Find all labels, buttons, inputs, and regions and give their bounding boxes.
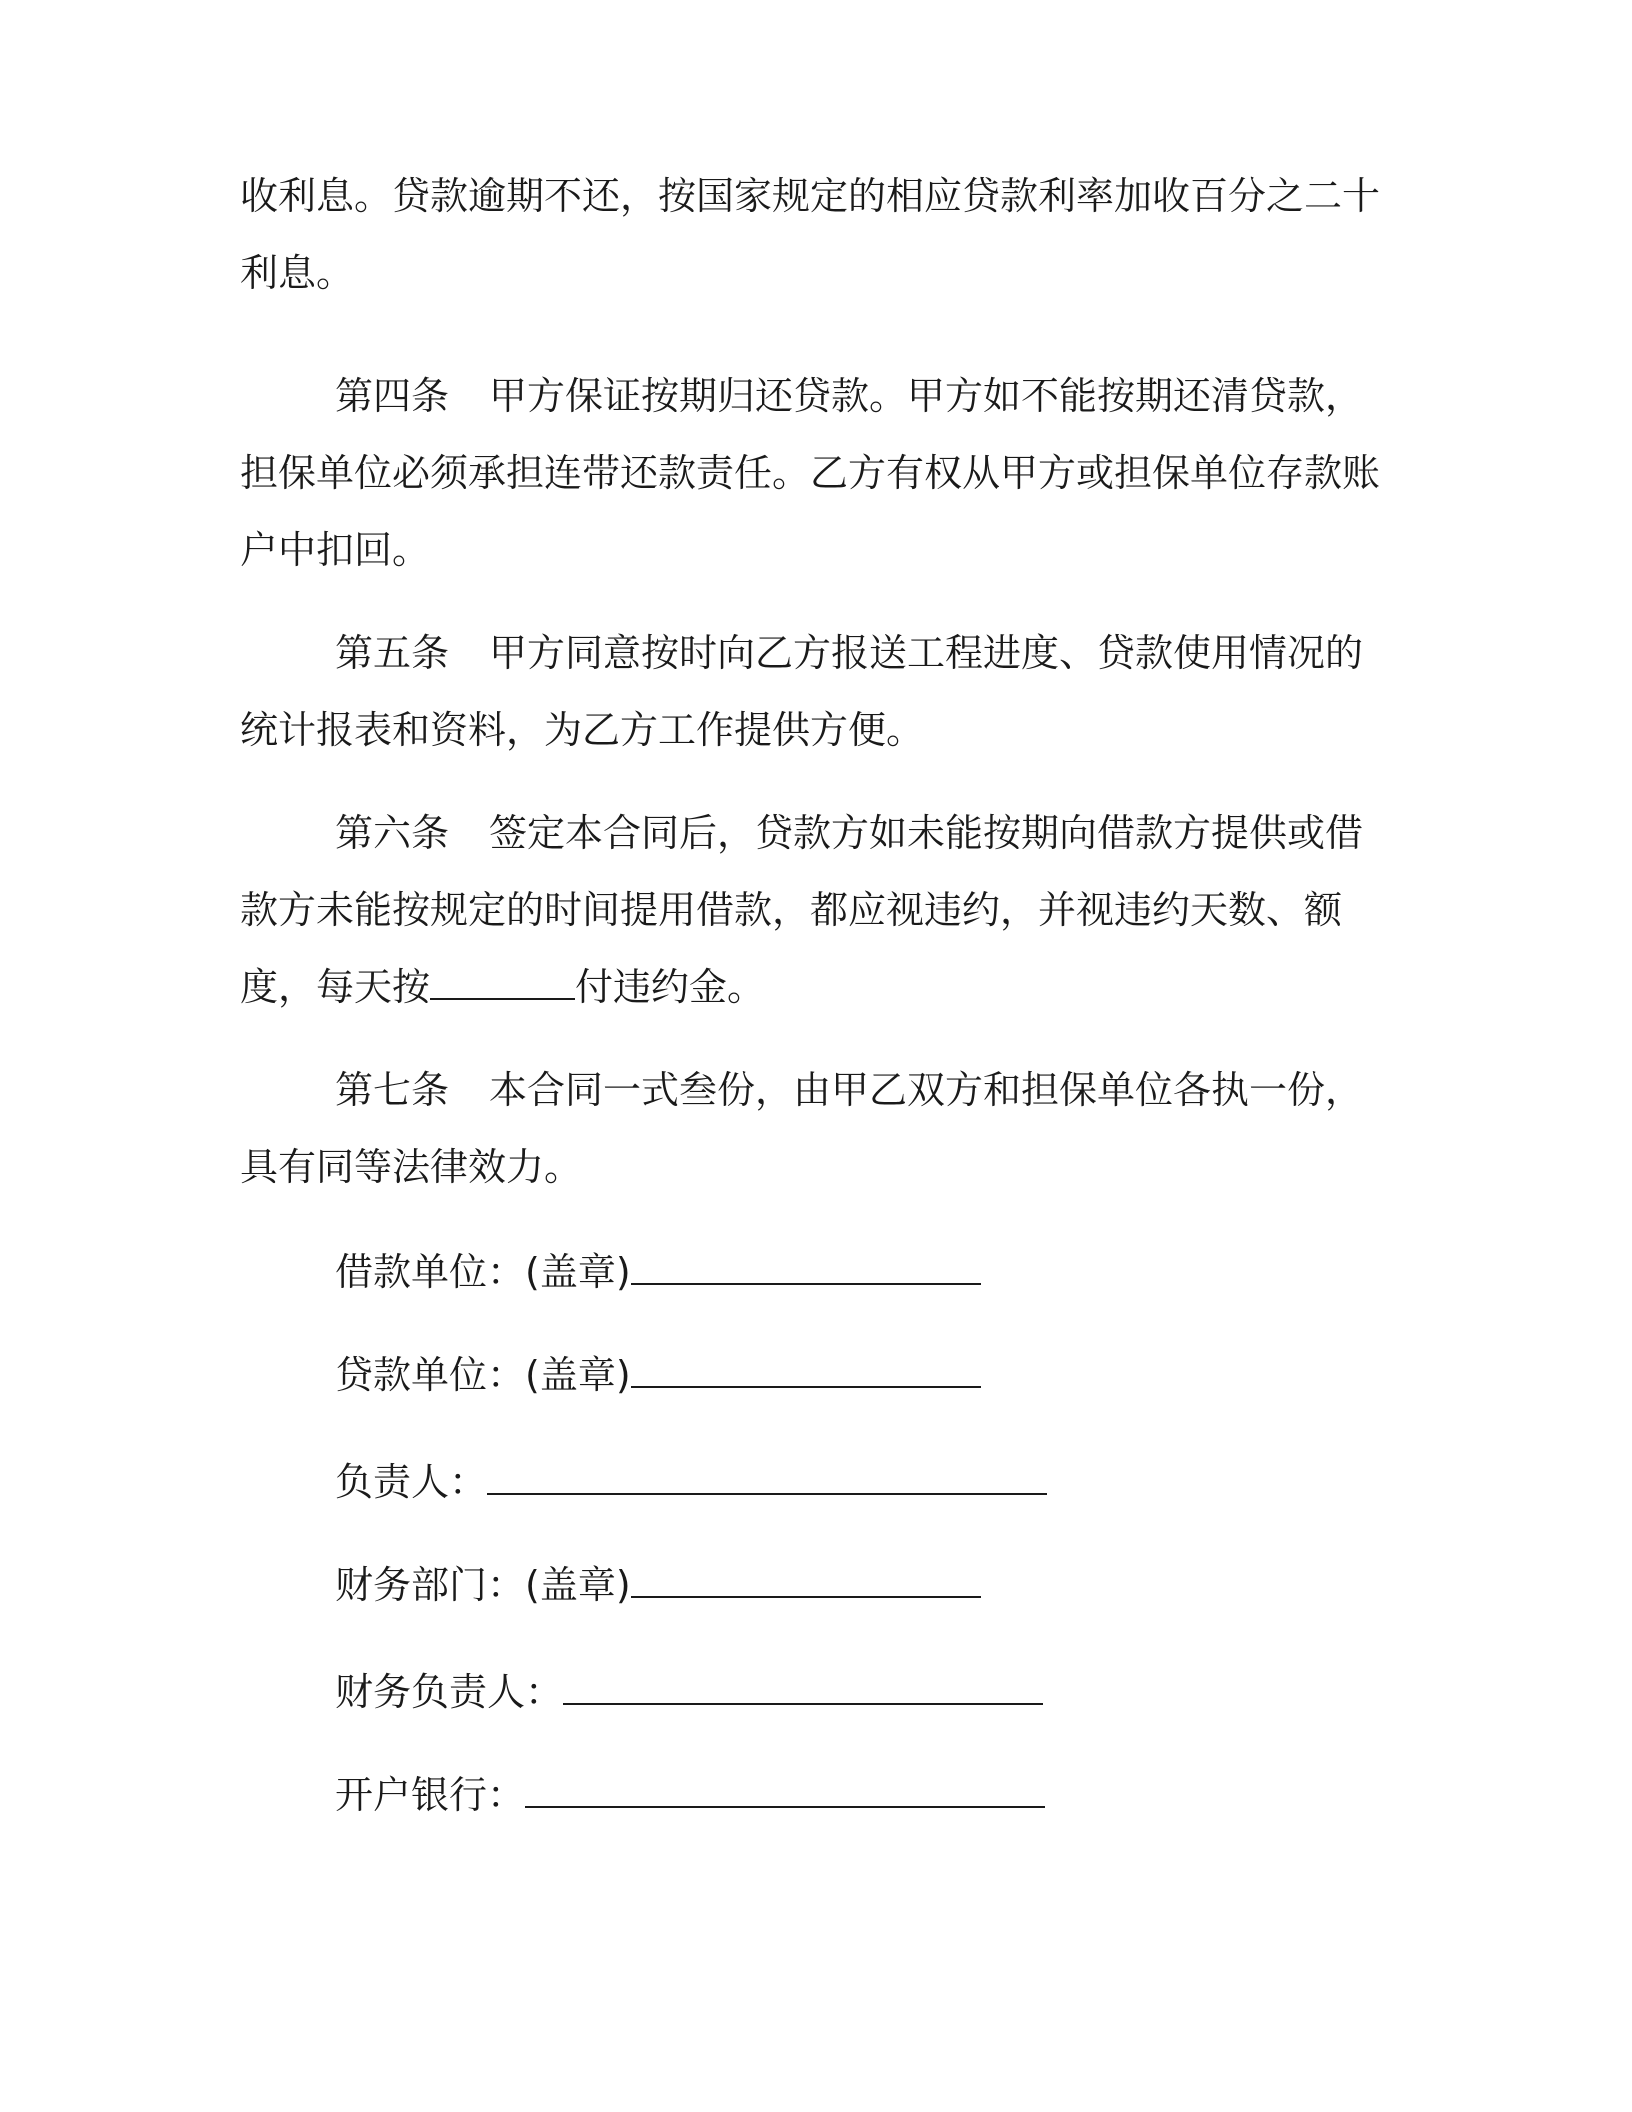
- article-4-text: 甲方保证按期归还贷款。甲方如不能按期还清贷款，担保单位必须承担连带还款责任。乙方有权从甲方或担保单位存款账户中扣回。: [240, 374, 1381, 572]
- signature-lender: [335, 1350, 981, 1400]
- signature-finance-dept: [335, 1560, 981, 1610]
- signature-bank-label: 开户银行：: [335, 1773, 526, 1817]
- article-5: [240, 615, 1380, 769]
- signature-bank: [335, 1770, 1045, 1820]
- article-6-label: 第六条: [335, 811, 450, 855]
- signature-borrower-blank[interactable]: [631, 1249, 981, 1285]
- signature-lender-blank[interactable]: [631, 1352, 981, 1388]
- penalty-blank[interactable]: [430, 964, 575, 1000]
- signature-finance-dept-label: 财务部门：(盖章): [335, 1563, 631, 1607]
- article-6: [240, 795, 1380, 1026]
- signature-person-blank[interactable]: [487, 1459, 1047, 1495]
- signature-borrower-label: 借款单位：(盖章): [335, 1250, 631, 1294]
- article-5-label: 第五条: [335, 631, 450, 675]
- signature-person-label: 负责人：: [335, 1460, 488, 1504]
- signature-finance-head: [335, 1667, 1043, 1717]
- paragraph-interest-text: 收利息。贷款逾期不还，按国家规定的相应贷款利率加收百分之二十利息。: [240, 174, 1381, 295]
- signature-borrower: [335, 1247, 981, 1297]
- paragraph-interest: [240, 158, 1380, 312]
- signature-finance-dept-blank[interactable]: [631, 1562, 981, 1598]
- article-4-label: 第四条: [335, 374, 450, 418]
- signature-finance-head-label: 财务负责人：: [335, 1670, 564, 1714]
- signature-bank-blank[interactable]: [525, 1772, 1045, 1808]
- article-7: [240, 1052, 1380, 1206]
- article-6-text-a: 签定本合同后，贷款方如未能按期向借款方提供或借款方未能按规定的时间提用借款，都应视违约，并视违约天数、额度，每天按: [240, 811, 1364, 1009]
- article-6-text-b: 付违约金。: [575, 965, 766, 1009]
- article-5-text: 甲方同意按时向乙方报送工程进度、贷款使用情况的统计报表和资料，为乙方工作提供方便。: [240, 631, 1364, 752]
- signature-lender-label: 贷款单位：(盖章): [335, 1353, 631, 1397]
- article-4: [240, 358, 1380, 589]
- article-7-text: 本合同一式叁份，由甲乙双方和担保单位各执一份，具有同等法律效力。: [240, 1068, 1364, 1189]
- article-7-label: 第七条: [335, 1068, 450, 1112]
- signature-finance-head-blank[interactable]: [563, 1669, 1043, 1705]
- signature-person-in-charge: [335, 1457, 1047, 1507]
